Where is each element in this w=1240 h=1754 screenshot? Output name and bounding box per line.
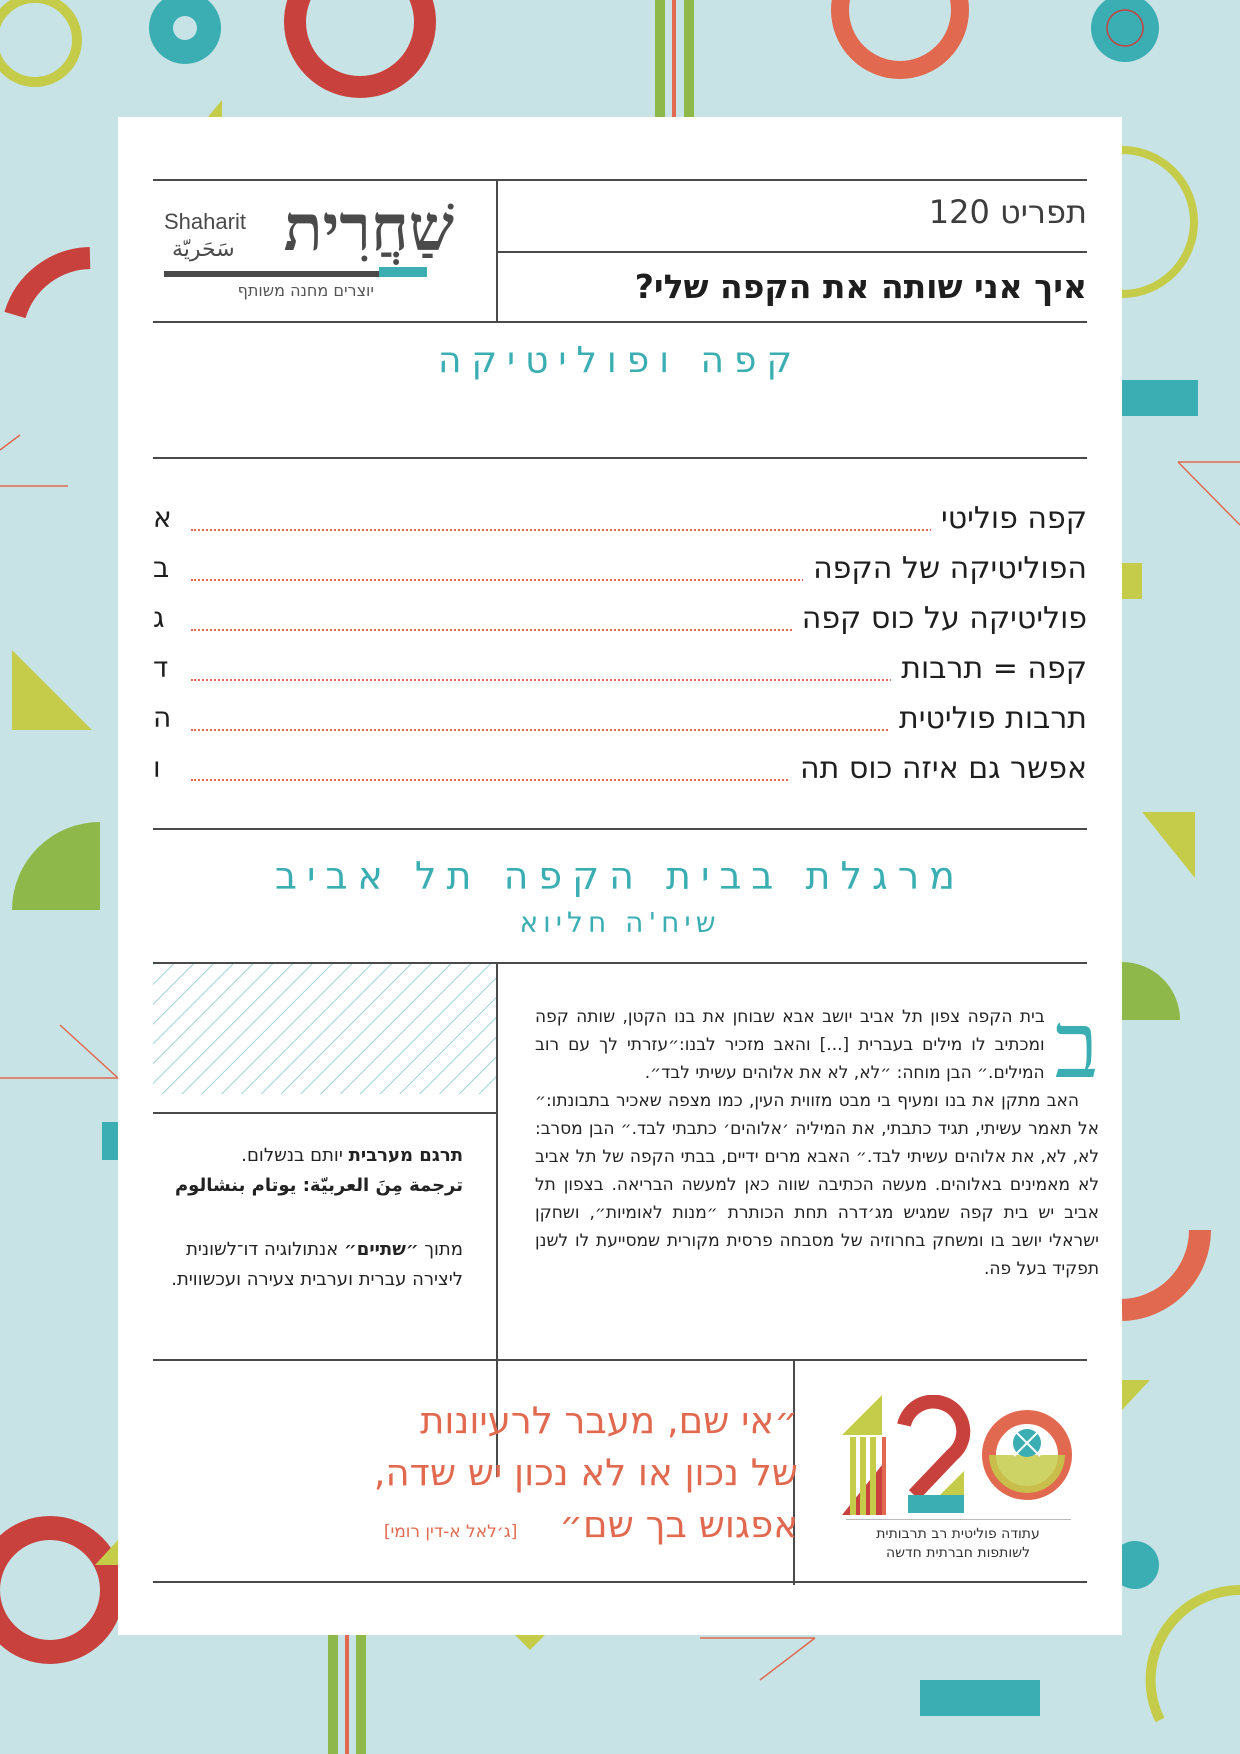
source-description: אנתולוגיה דו־לשונית ליצירה עברית וערבית צעירה ועכשווית. bbox=[171, 1239, 463, 1290]
toc-item bbox=[153, 551, 1087, 591]
logo-teal-accent bbox=[379, 267, 427, 277]
menu-number: תפריט 120 bbox=[928, 193, 1087, 231]
quote-top-rule bbox=[153, 1359, 1087, 1361]
credit-arabic-label: ترجمة مِنَ العربيّة: bbox=[302, 1175, 463, 1196]
toc-item bbox=[153, 601, 1087, 641]
toc-item-label: הפוליטיקה של הקפה bbox=[803, 551, 1087, 586]
menu-sheet bbox=[118, 117, 1122, 1635]
toc-item bbox=[153, 701, 1087, 741]
quote-line: ״אי שם, מעבר לרעיונות bbox=[420, 1399, 798, 1442]
article-author: שיח'ה חליוא bbox=[519, 906, 721, 939]
toc-item-label: אפשר גם איזה כוס תה bbox=[790, 751, 1087, 786]
credit-arabic-name: يوتام بنشالوم bbox=[174, 1175, 303, 1196]
credit-hebrew-label: תרגם מערבית bbox=[348, 1145, 463, 1166]
article-paragraph: האב מתקן את בנו ומעיף בי מבט מזווית העין, כמו מצפה שאכיר בתבונתו:״ אל תאמר עשיתי, תגיד כתבתי, את המיליה ׳אלוהים׳ כתבתי לבד.״ הבן מסרב: לא, לא, את אלוהים עשיתי לבד.״ האבא מרים ידיים, בבתי הקפה של תל אביב לא מאמינים באלוהים. מעשה הכתיבה שווה כאן למעשה הבריאה. בצפון תל אביב יש בית קפה שמגיש מג׳דרה תחת הכותרת ״מנות לאומיות״, ושחקן ישראלי יושב בו ומשחק בחרוזיה של מסבחה פרסית מקורית שמסייעת לו לשנן תפקיד בעל פה. bbox=[535, 1091, 1099, 1279]
toc-item-label: קפה פוליטי bbox=[931, 501, 1087, 536]
header-mid-rule bbox=[498, 251, 1087, 253]
logo-120 bbox=[842, 1395, 1072, 1515]
hatched-placeholder bbox=[153, 964, 496, 1094]
logo-latin: Shaharit bbox=[164, 209, 246, 234]
quote-line bbox=[248, 1499, 798, 1558]
page-title: איך אני שותה את הקפה שלי? bbox=[634, 267, 1087, 306]
header-bottom-rule bbox=[153, 321, 1087, 323]
section1-rule bbox=[153, 457, 1087, 459]
quote-line: של נכון או לא נכון יש שדה, bbox=[373, 1451, 798, 1494]
logo-hebrew: שַׁחֲרִית bbox=[283, 191, 454, 266]
toc-item-letter: ה bbox=[153, 701, 172, 734]
toc-item-letter: ג bbox=[153, 601, 165, 634]
toc-item bbox=[153, 751, 1087, 791]
quote-line-text: אפגוש בך שם״ bbox=[559, 1503, 798, 1546]
header-top-rule bbox=[153, 179, 1087, 181]
shaharit-logo bbox=[164, 191, 484, 311]
logo-teal-bar bbox=[164, 271, 404, 277]
drop-cap: ב bbox=[1054, 992, 1099, 1099]
translation-credit bbox=[153, 1141, 463, 1201]
toc-bottom-rule bbox=[153, 828, 1087, 830]
toc-item-label: פוליטיקה על כוס קפה bbox=[792, 601, 1087, 636]
toc-item-letter: ב bbox=[153, 551, 170, 584]
credit-hebrew-name: יותם בנשלום. bbox=[241, 1145, 349, 1166]
toc-item-letter: ו bbox=[153, 751, 161, 784]
credit-arabic bbox=[153, 1171, 463, 1201]
source-title: ״שתיים״ bbox=[344, 1239, 419, 1260]
pull-quote bbox=[248, 1395, 798, 1558]
credit-hebrew bbox=[153, 1141, 463, 1171]
toc-item-label: תרבות פוליטית bbox=[889, 701, 1087, 736]
caption-line: עתודה פוליטית רב תרבותית bbox=[876, 1526, 1040, 1542]
logo-tagline: יוצרים מחנה משותף bbox=[237, 281, 374, 300]
toc-item-letter: ד bbox=[153, 651, 169, 684]
article-body bbox=[535, 992, 1099, 1283]
toc-item bbox=[153, 501, 1087, 541]
footer-rule bbox=[153, 1581, 1087, 1583]
source-credit bbox=[153, 1235, 463, 1295]
placeholder-bottom-rule bbox=[153, 1112, 498, 1114]
toc-item bbox=[153, 651, 1087, 691]
section-title-coffee-politics: קפה ופוליטיקה bbox=[437, 340, 803, 381]
logo-arabic: سَحَريّة bbox=[172, 237, 235, 262]
article-paragraph: בית הקפה צפון תל אביב יושב אבא שבוחן את בנו הקטן, שותה קפה ומכתיב לו מילים בעברית [...] והאב מזכיר לבנו:״עזרתי לך עם רוב המילים.״ הבן מוחה: ״לא, לא את אלוהים עשיתי לבד״. bbox=[535, 1007, 1045, 1083]
logo-120-rule bbox=[846, 1519, 1071, 1520]
logo-120-caption bbox=[808, 1525, 1108, 1563]
toc-item-letter: א bbox=[153, 501, 172, 534]
article-title: מרגלת בבית הקפה תל אביב bbox=[275, 854, 965, 898]
source-prefix: מתוך bbox=[418, 1239, 463, 1260]
quote-attribution: [ג׳לאל א-דין רומי] bbox=[383, 1522, 518, 1542]
header-divider bbox=[496, 179, 498, 323]
toc-item-label: קפה = תרבות bbox=[891, 651, 1087, 686]
caption-line: לשותפות חברתית חדשה bbox=[885, 1545, 1031, 1561]
